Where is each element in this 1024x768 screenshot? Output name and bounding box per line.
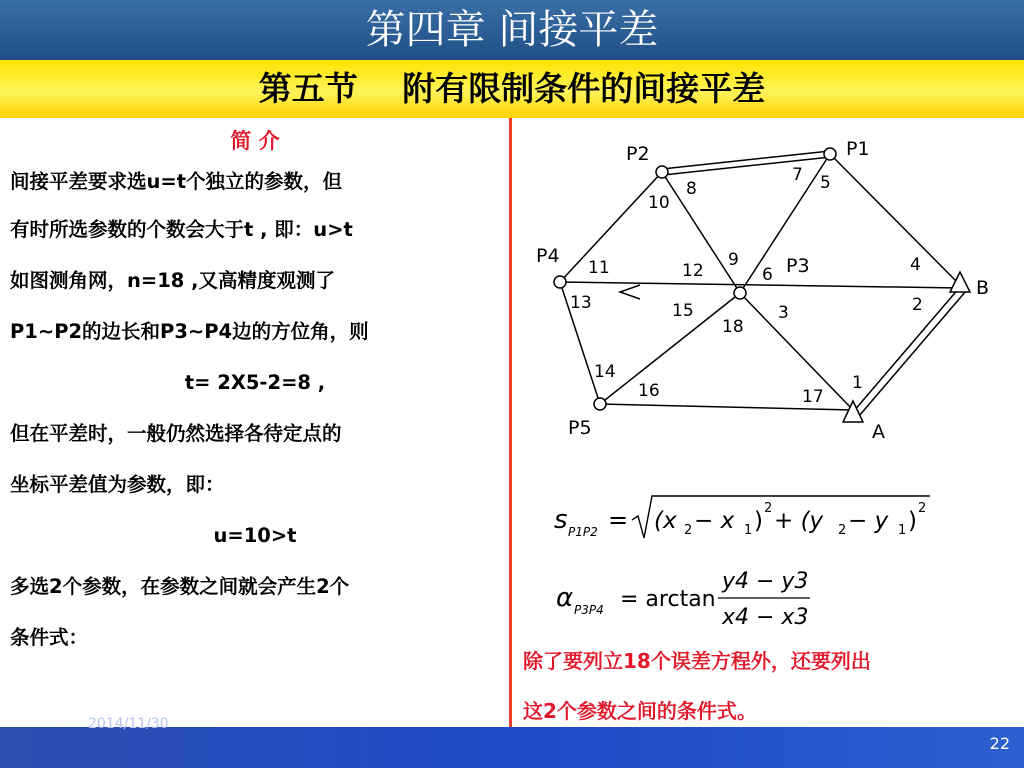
formula-alpha-subscript: P3P4: [574, 603, 604, 617]
label-a: A: [872, 421, 885, 443]
formula-arctan: = arctan: [620, 587, 716, 612]
intro-line-equation: t= 2X5-2=8 ,: [184, 371, 326, 394]
label-p2: P2: [626, 143, 650, 165]
angle-label: 2: [912, 295, 923, 315]
label-p5: P5: [568, 417, 592, 439]
triangulation-network-diagram: [520, 120, 1010, 450]
formula-s-subscript: P1P2: [568, 525, 598, 539]
angle-label: 6: [762, 265, 773, 285]
formula-numerator: y4 − y3: [722, 569, 809, 594]
intro-line: 但在平差时，一般仍然选择各待定点的: [10, 422, 342, 445]
intro-line: P1~P2的边长和P3~P4边的方位角，则: [10, 320, 369, 343]
point-p5: [594, 398, 606, 410]
intro-line: 如图测角网，n=18 ,又高精度观测了: [10, 269, 336, 292]
formula-alpha-symbol: α: [556, 583, 574, 613]
p3-a-edge: [740, 293, 853, 410]
formula-equals: =: [608, 506, 629, 534]
formula-minus-y: − y: [848, 508, 889, 534]
azimuth-formula: [552, 560, 852, 638]
angle-label: 18: [722, 317, 744, 337]
footer-bar: [0, 727, 1024, 768]
intro-line-equation: u=10>t: [213, 524, 297, 547]
intro-line: 坐标平差值为参数，即：: [10, 473, 225, 496]
angle-label: 13: [570, 293, 592, 313]
angle-label: 16: [638, 381, 660, 401]
formula-paren: ): [908, 508, 917, 534]
point-p4: [554, 276, 566, 288]
formula-sub: 2: [838, 523, 847, 538]
footer-date: 2014/11/30: [88, 716, 169, 732]
label-p1: P1: [846, 138, 870, 160]
p1-p3-edge: [740, 154, 830, 293]
angle-label: 8: [686, 179, 697, 199]
red-note: [523, 636, 1018, 736]
angle-label: 9: [728, 250, 739, 270]
point-b-triangle-icon: [950, 272, 970, 292]
formula-plus-y: + (y: [774, 508, 824, 534]
point-p3: [734, 287, 746, 299]
distance-formula: [548, 490, 948, 546]
intro-line: 有时所选参数的个数会大于t , 即：u>t: [10, 218, 353, 241]
slide-title: 第四章 间接平差: [365, 7, 659, 53]
angle-label: 11: [588, 258, 610, 278]
intro-line: 条件式：: [10, 626, 89, 649]
angle-label: 12: [682, 261, 704, 281]
formula-s-symbol: s: [554, 505, 568, 535]
p1-b-edge: [830, 154, 960, 285]
intro-heading: 简 介: [230, 129, 280, 153]
point-p2: [656, 166, 668, 178]
point-p1: [824, 148, 836, 160]
direction-arrow-icon: [620, 285, 640, 299]
angle-label: 14: [594, 362, 616, 382]
angle-label: 15: [672, 301, 694, 321]
angle-label: 5: [820, 173, 831, 193]
angle-label: 7: [792, 165, 803, 185]
formula-sup: 2: [918, 501, 927, 516]
angle-label: 4: [910, 255, 921, 275]
formula-sub: 1: [898, 523, 907, 538]
angle-label: 17: [802, 387, 824, 407]
angle-label: 10: [648, 193, 670, 213]
p4-b-edge: [560, 282, 960, 288]
p5-p3-edge: [600, 293, 740, 404]
formula-denominator: x4 − x3: [722, 605, 809, 630]
formula-sub: 1: [744, 523, 753, 538]
label-p3: P3: [786, 255, 810, 277]
formula-sup: 2: [764, 501, 773, 516]
column-divider: [509, 118, 512, 768]
intro-line: 多选2个参数，在参数之间就会产生2个: [10, 575, 350, 598]
label-b: B: [976, 277, 990, 299]
p2-p4-edge: [560, 172, 662, 282]
red-note-line: 除了要列立18个误差方程外，还要列出: [523, 649, 871, 673]
formula-sub: 2: [684, 523, 693, 538]
a-b-edge: [853, 287, 960, 412]
section-subtitle: 第五节 附有限制条件的间接平差: [258, 69, 766, 108]
intro-text-block: [10, 122, 500, 663]
label-p4: P4: [536, 245, 560, 267]
intro-line: 间接平差要求选u=t个独立的参数，但: [10, 170, 343, 193]
red-note-line: 这2个参数之间的条件式。: [523, 699, 757, 723]
formula-paren: ): [754, 508, 763, 534]
angle-label: 1: [852, 373, 863, 393]
formula-minus-x: − x: [694, 508, 735, 534]
page-number: 22: [989, 734, 1010, 753]
angle-label: 3: [778, 303, 789, 323]
formula-x2: (x: [654, 508, 677, 534]
